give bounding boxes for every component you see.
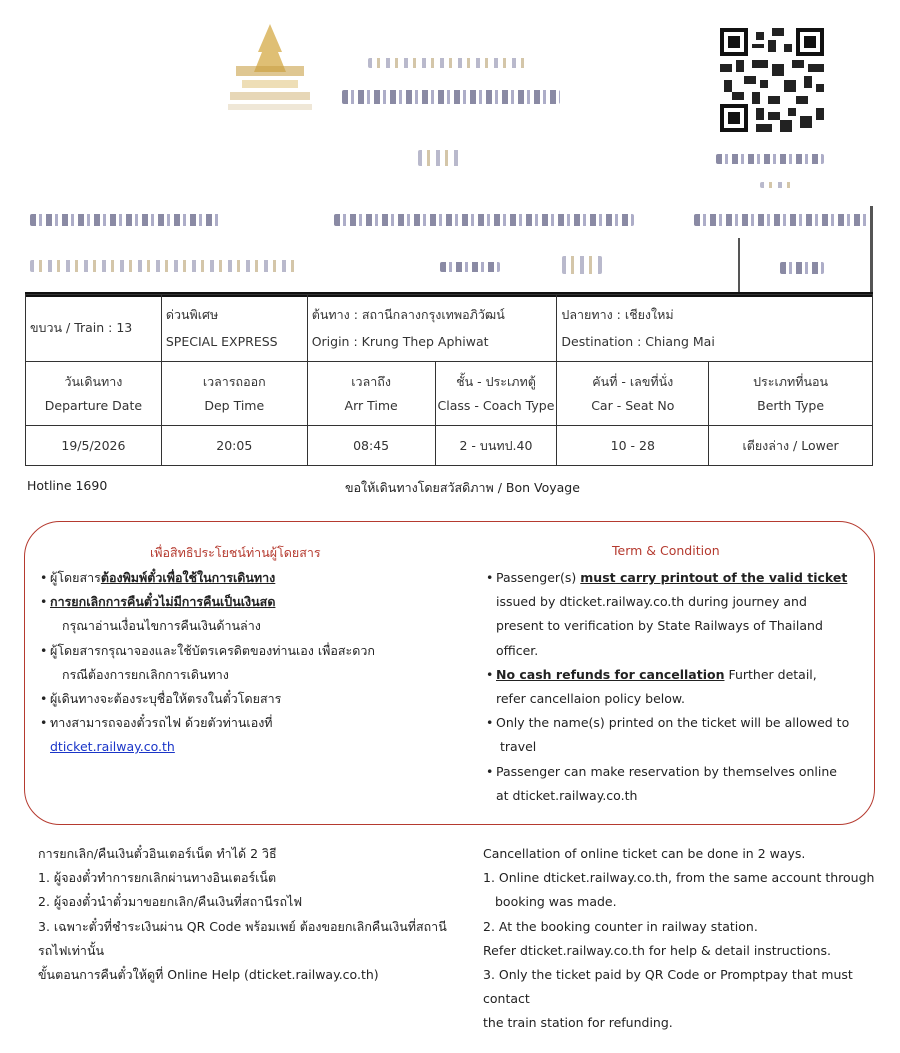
refund-line: 2. At the booking counter in railway station. [483, 918, 758, 934]
blurred-passenger-info [30, 260, 300, 272]
value-class-coach: 2 - บนทป.40 [435, 426, 557, 466]
list-item: • ผู้โดยสารต้องพิมพ์ตั๋วเพื่อใช้ในการเดินทาง [40, 566, 460, 590]
train-type-cell [161, 295, 307, 362]
blurred-text [716, 154, 824, 164]
dticket-link[interactable]: dticket.railway.co.th [50, 739, 175, 755]
ticket-table [25, 294, 873, 466]
value-dep-time: 20:05 [161, 426, 307, 466]
origin-th: ต้นทาง : สถานีกลางกรุงเทพอภิวัฒน์ [311, 307, 505, 322]
train-number: ขบวน / Train : 13 [26, 295, 162, 362]
train-type-th: ด่วนพิเศษ [165, 307, 219, 322]
srt-emblem [228, 22, 312, 112]
blurred-header-line [342, 90, 560, 104]
divider [870, 206, 873, 292]
list-item-continued: travel [500, 739, 537, 755]
list-item: • ผู้โดยสารกรุณาจองและใช้บัตรเครดิตของท่านเอง เพื่อสะดวก [40, 639, 460, 663]
refund-line: การยกเลิก/คืนเงินตั๋วอินเตอร์เน็ต ทำได้ 2 วิธี [38, 846, 277, 861]
blurred-passenger-info [30, 214, 220, 226]
refund-line: 3. เฉพาะตั๋วที่ชำระเงินผ่าน QR Code พร้อมเพย์ ต้องขอยกเลิกคืนเงินที่สถานี [38, 918, 447, 934]
list-item-continued: issued by dticket.railway.co.th during journey and [496, 594, 807, 610]
blurred-passenger-info [334, 214, 634, 226]
refund-line: 3. Only the ticket paid by QR Code or Promptpay that must contact [483, 967, 853, 1007]
qr-code [720, 28, 824, 132]
list-item-continued: กรุณาอ่านเงื่อนไขการคืนเงินด้านล่าง [62, 618, 261, 634]
list-item-continued: present to verification by State Railways of Thailand [496, 618, 823, 634]
blurred-header-line [368, 58, 530, 68]
header-class-coach: ชั้น - ประเภทตู้ Class - Coach Type [435, 362, 557, 426]
header-dep-time: เวลารถออก Dep Time [161, 362, 307, 426]
blurred-text [418, 150, 460, 166]
header-car-seat: คันที่ - เลขที่นั่ง Car - Seat No [557, 362, 709, 426]
destination-th: ปลายทาง : เชียงใหม่ [561, 307, 674, 322]
blurred-passenger-info [562, 256, 602, 274]
blurred-passenger-info [694, 214, 870, 226]
bon-voyage: ขอให้เดินทางโดยสวัสดิภาพ / Bon Voyage [345, 480, 580, 495]
origin-cell [307, 295, 557, 362]
header-arr-time: เวลาถึง Arr Time [307, 362, 435, 426]
value-arr-time: 08:45 [307, 426, 435, 466]
list-item-continued: กรณีต้องการยกเลิกการเดินทาง [62, 666, 229, 682]
terms-title-en: Term & Condition [612, 543, 720, 558]
list-item-continued: at dticket.railway.co.th [496, 787, 638, 803]
list-item-continued: officer. [496, 642, 539, 658]
header-departure-date: วันเดินทาง Departure Date [26, 362, 162, 426]
value-car-seat: 10 - 28 [557, 426, 709, 466]
refund-line: Refer dticket.railway.co.th for help & detail instructions. [483, 942, 831, 958]
origin-en: Origin : Krung Thep Aphiwat [311, 334, 489, 349]
list-item: • การยกเลิกการคืนตั๋วไม่มีการคืนเป็นเงินสด [40, 590, 460, 614]
hotline: Hotline 1690 [27, 478, 108, 493]
refund-line: ขั้นตอนการคืนตั๋วให้ดูที่ Online Help (dticket.railway.co.th) [38, 967, 379, 983]
list-item-continued: refer cancellaion policy below. [496, 691, 685, 707]
list-item: • ทางสามารถจองตั๋วรถไฟ ด้วยตัวท่านเองที่ [40, 711, 460, 735]
train-type-en: SPECIAL EXPRESS [165, 334, 278, 349]
list-item: • Passenger can make reservation by themselves online [486, 760, 866, 784]
header-berth-type: ประเภทที่นอน Berth Type [709, 362, 873, 426]
blurred-passenger-info [780, 262, 824, 274]
refund-line: 1. Online dticket.railway.co.th, from the same account through [483, 870, 875, 886]
blurred-text [760, 182, 794, 188]
refund-line: 1. ผู้จองตั๋วทำการยกเลิกผ่านทางอินเตอร์เน็ต [38, 870, 277, 886]
list-item: • Only the name(s) printed on the ticket will be allowed to [486, 711, 866, 735]
list-item: • No cash refunds for cancellation Further detail, [486, 663, 866, 687]
destination-en: Destination : Chiang Mai [561, 334, 715, 349]
value-berth-type: เตียงล่าง / Lower [709, 426, 873, 466]
refund-line: รถไฟเท่านั้น [38, 942, 105, 958]
refund-line: Cancellation of online ticket can be done in 2 ways. [483, 846, 806, 861]
value-departure-date: 19/5/2026 [26, 426, 162, 466]
destination-cell [557, 295, 873, 362]
terms-list-th [40, 566, 460, 760]
refund-instructions-en [483, 842, 883, 1036]
refund-line: 2. ผู้จองตั๋วนำตั๋วมาขอยกเลิก/คืนเงินที่สถานีรถไฟ [38, 894, 303, 910]
list-item: • Passenger(s) must carry printout of the valid ticket [486, 566, 866, 590]
refund-line: booking was made. [495, 894, 617, 910]
divider [738, 238, 740, 292]
list-item: • ผู้เดินทางจะต้องระบุชื่อให้ตรงในตั๋วโดยสาร [40, 687, 460, 711]
terms-title-th: เพื่อสิทธิประโยชน์ท่านผู้โดยสาร [150, 545, 321, 560]
blurred-passenger-info [440, 262, 500, 272]
refund-line: the train station for refunding. [483, 1015, 673, 1031]
refund-instructions-th [38, 842, 458, 987]
terms-list-en [486, 566, 866, 808]
